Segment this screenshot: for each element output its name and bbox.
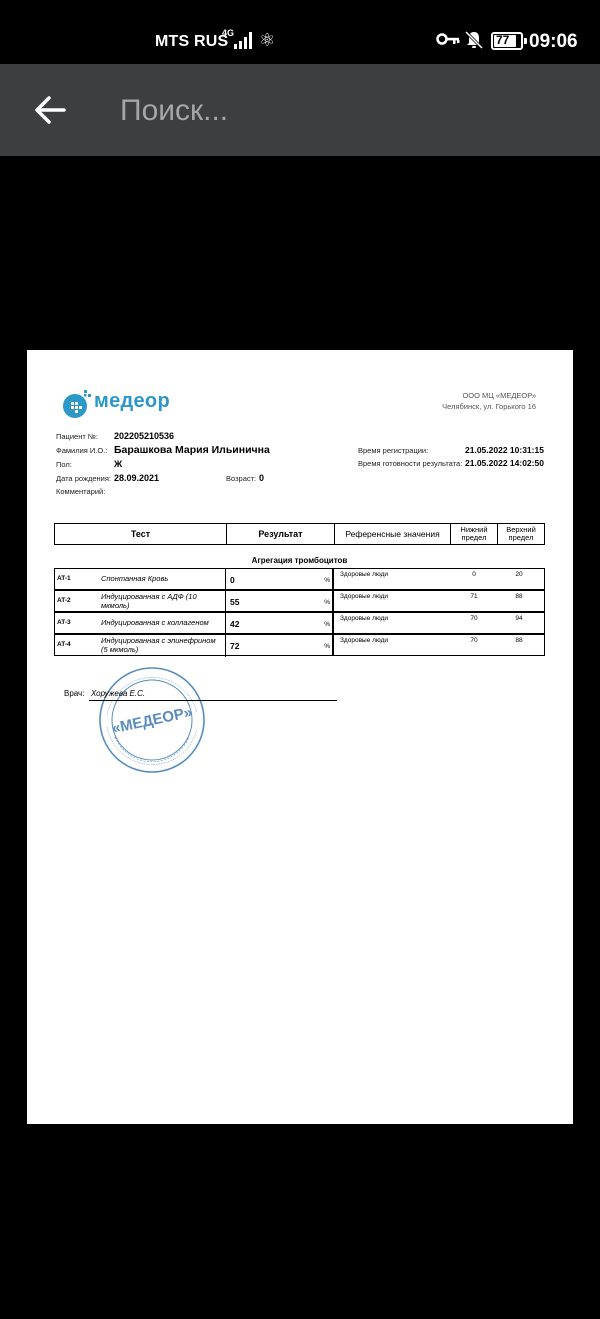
row-unit: % xyxy=(324,643,330,650)
battery-icon xyxy=(491,32,523,50)
results-table-header xyxy=(54,523,545,545)
row-code: AT-4 xyxy=(57,641,71,648)
reg-time: 21.05.2022 10:31:15 xyxy=(465,445,544,455)
age-label: Возраст: xyxy=(226,474,257,483)
header-high: Верхний предел xyxy=(497,524,544,544)
row-low: 70 xyxy=(470,615,478,622)
row-reference: Здоровые люди xyxy=(340,593,389,600)
org-address: Челябинск, ул. Горького 16 xyxy=(442,402,536,411)
stamp-text: «МЕДЕОР» xyxy=(110,703,194,738)
row-test-name: Индуцированная с эпинефрином (5 мкмоль) xyxy=(101,636,216,654)
row-value: 42 xyxy=(230,619,240,629)
row-code: AT-3 xyxy=(57,619,71,626)
signature-line xyxy=(89,700,337,701)
battery-level: 77 xyxy=(496,33,510,47)
table-row xyxy=(54,568,545,590)
row-test-name: Индуцированная с коллагеном xyxy=(101,618,209,627)
sex-label: Пол: xyxy=(56,460,72,469)
reg-time-label: Время регистрации: xyxy=(358,446,429,455)
row-low: 71 xyxy=(470,593,478,600)
patient-no-label: Пациент №: xyxy=(56,432,99,441)
table-row xyxy=(54,634,545,656)
row-high: 20 xyxy=(515,571,523,578)
row-value: 0 xyxy=(230,575,235,585)
key-icon xyxy=(436,31,460,47)
document-page xyxy=(27,350,573,1124)
atom-icon: ⚛ xyxy=(259,30,276,50)
clinic-stamp xyxy=(97,665,207,775)
header-result: Результат xyxy=(226,524,334,544)
back-arrow-icon[interactable] xyxy=(28,90,72,130)
header-test: Тест xyxy=(130,529,151,539)
clock: 09:06 xyxy=(529,31,578,52)
table-row xyxy=(54,612,545,634)
carrier-name: MTS RUS xyxy=(155,33,229,50)
patient-no: 202205210536 xyxy=(114,431,175,441)
row-low: 70 xyxy=(470,637,478,644)
patient-name: Барашкова Мария Ильинична xyxy=(114,444,270,456)
status-bar xyxy=(0,0,600,64)
dob-label: Дата рождения: xyxy=(56,474,111,483)
org-name: ООО МЦ «МЕДЕОР» xyxy=(462,391,536,400)
header-low: Нижний предел xyxy=(450,524,497,544)
row-code: AT-1 xyxy=(57,575,71,582)
comment-label: Комментарий: xyxy=(56,487,106,496)
ready-time-label: Время готовности результата: xyxy=(358,459,463,468)
patient-age: 0 xyxy=(259,473,265,483)
network-type: 4G xyxy=(222,28,235,38)
row-reference: Здоровые люди xyxy=(340,571,389,578)
name-label: Фамилия И.О.: xyxy=(56,446,108,455)
signal-icon xyxy=(234,31,252,49)
row-reference: Здоровые люди xyxy=(340,615,389,622)
row-unit: % xyxy=(324,621,330,628)
search-bar xyxy=(0,64,600,156)
ready-time: 21.05.2022 14:02:50 xyxy=(465,458,544,468)
doctor-name: Хоружева Е.С. xyxy=(91,689,146,698)
row-low: 0 xyxy=(472,571,476,578)
row-value: 55 xyxy=(230,597,240,607)
row-high: 88 xyxy=(515,637,523,644)
bell-off-icon xyxy=(464,30,484,50)
section-title: Агрегация тромбоцитов xyxy=(251,556,348,565)
row-test-name: Спонтанная Кровь xyxy=(101,574,169,583)
row-unit: % xyxy=(324,577,330,584)
header-reference: Референсные значения xyxy=(334,524,450,544)
doctor-label: Врач: xyxy=(64,689,85,698)
patient-sex: Ж xyxy=(114,459,123,469)
row-value: 72 xyxy=(230,641,240,651)
medeor-logo-icon xyxy=(60,388,96,420)
row-test-name: Индуцированная с АДФ (10 мкмоль) xyxy=(101,592,197,610)
patient-dob: 28.09.2021 xyxy=(114,473,160,483)
row-code: AT-2 xyxy=(57,597,71,604)
row-high: 94 xyxy=(515,615,523,622)
logo-text: медеор xyxy=(94,390,170,412)
row-unit: % xyxy=(324,599,330,606)
search-input[interactable] xyxy=(120,90,560,132)
row-high: 88 xyxy=(515,593,523,600)
row-reference: Здоровые люди xyxy=(340,637,389,644)
table-row xyxy=(54,590,545,612)
